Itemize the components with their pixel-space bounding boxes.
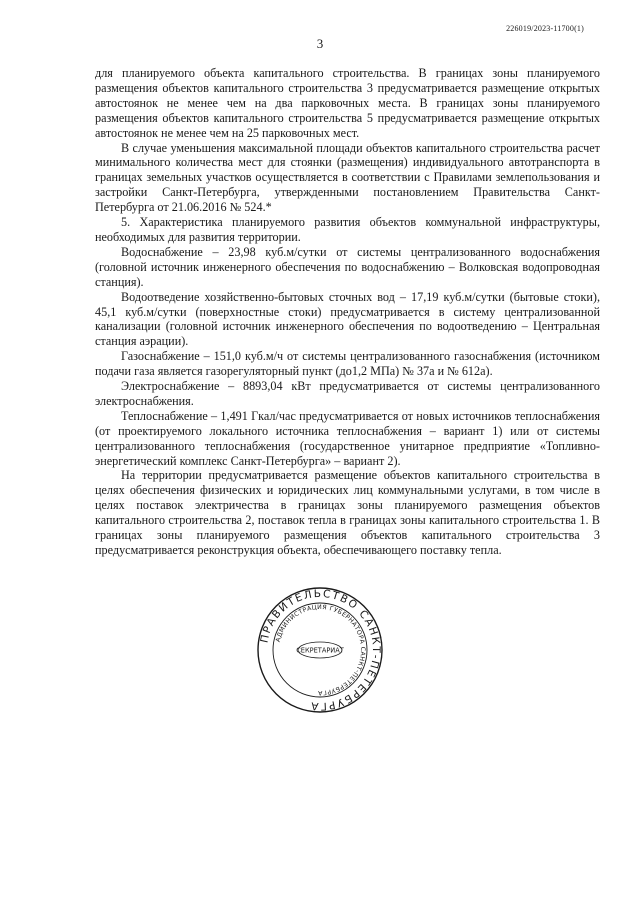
- seal-inner-text: АДМИНИСТРАЦИЯ ГУБЕРНАТОРА САНКТ-ПЕТЕРБУРГА: [274, 603, 367, 697]
- official-seal-stamp: [255, 585, 385, 715]
- paragraph-parking-calculation: В случае уменьшения максимальной площади объектов капитального строительства расчет минимального количества мест для стоянки (размещения) индивидуального автотранспорта в границах земельных участков осуществляется в соответствии с Правилами землепользования и застройки Санкт-Петербурга, утвержденными постановлением Правительства Санкт-Петербурга от 21.06.2016 № 524.*: [95, 140, 600, 215]
- paragraph-sewerage: Водоотведение хозяйственно-бытовых сточных вод – 17,19 куб.м/сутки (бытовые стоки), 45,1 куб.м/сутки (поверхностные стоки) предусматривается в систему централизованной канализации (головной источник инженерного обеспечения по водоотведению – Центральная станция аэрации).: [95, 289, 600, 349]
- section-5-heading: 5. Характеристика планируемого развития объектов коммунальной инфраструктуры, необходимых для развития территории.: [95, 215, 600, 244]
- paragraph-utility-objects: На территории предусматривается размещение объектов капитального строительства в целях обеспечения физических и юридических лиц коммунальными услугами, в том числе в целях поставок электричества в границах зоны планируемого размещения объектов капитального строительства 2, поставок тепла в границах зоны капитального строительства 1. В границах зоны планируемого размещения объектов капитального строительства 3 предусматривается реконструкция объекта, обеспечивающего поставку тепла.: [95, 468, 600, 557]
- paragraph-gas-supply: Газоснабжение – 151,0 куб.м/ч от системы централизованного газоснабжения (источником подачи газа является газорегуляторный пункт (до1,2 МПа) № 37а и № 612а).: [95, 349, 600, 379]
- paragraph-power-supply: Электроснабжение – 8893,04 кВт предусматривается от системы централизованного электроснабжения.: [95, 379, 600, 408]
- seal-center-text: СЕКРЕТАРИАТ: [296, 646, 344, 655]
- seal-outer-text: ПРАВИТЕЛЬСТВО САНКТ-ПЕТЕРБУРГА: [258, 587, 383, 713]
- paragraph-parking-continuation: для планируемого объекта капитального строительства. В границах зоны планируемого размещения объектов капитального строительства 3 предусматривается размещение открытых автостоянок не менее чем на два парковочных места. В границах зоны планируемого размещения объектов капитального строительства 5 предусматривается размещение открытых автостоянок не менее чем на 25 парковочных мест.: [95, 66, 600, 140]
- document-body: [95, 66, 600, 558]
- paragraph-heat-supply: Теплоснабжение – 1,491 Гкал/час предусматривается от новых источников теплоснабжения (от проектируемого локального источника теплоснабжения – вариант 1) или от системы централизованного теплоснабжения (государственное унитарное предприятие «Топливно-энергетический комплекс Санкт-Петербурга» – вариант 2).: [95, 408, 600, 468]
- page-number: 3: [316, 36, 324, 51]
- paragraph-water-supply: Водоснабжение – 23,98 куб.м/сутки от системы централизованного водоснабжения (головной источник инженерного обеспечения по водоснабжению – Волковская водопроводная станция).: [95, 244, 600, 289]
- document-registration-number: 226019/2023-11700(1): [506, 24, 584, 33]
